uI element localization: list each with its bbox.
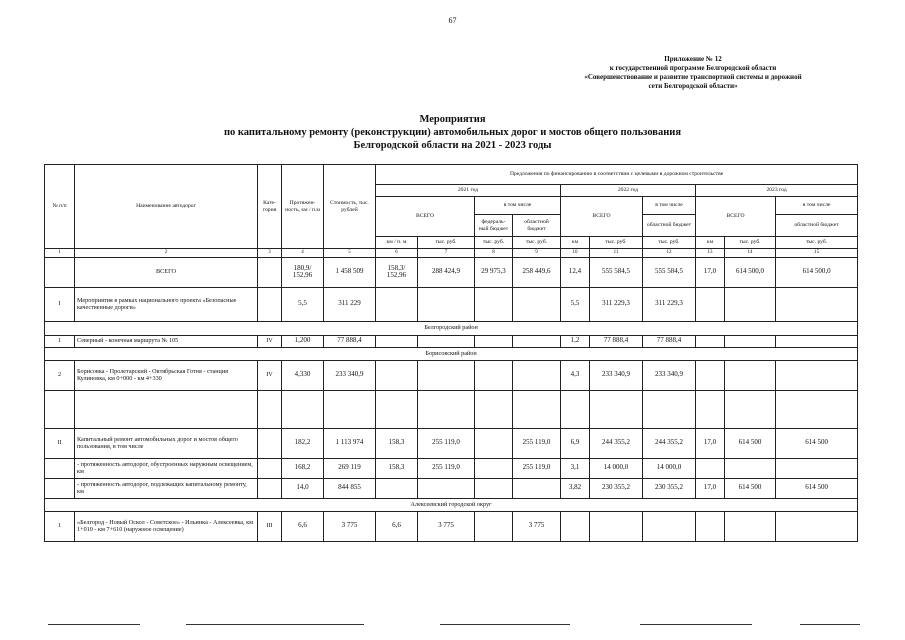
table-cell: [776, 390, 858, 428]
table-cell: 5,5: [282, 287, 324, 321]
table-cell: [561, 390, 590, 428]
table-cell: [696, 287, 725, 321]
column-index-cell: 4: [282, 249, 324, 258]
table-row: [45, 478, 858, 498]
table-cell: 180,9/ 152,96: [282, 257, 324, 287]
document-title: [0, 113, 905, 152]
table-cell: [696, 390, 725, 428]
table-cell: 244 355,2: [643, 428, 696, 458]
table-cell: Борисовка - Пролетарский - Октябрьская Готня - станция Кулиновка, км 0+000 - км 4+330: [75, 360, 258, 390]
column-index-cell: 8: [475, 249, 513, 258]
table-cell: [45, 257, 75, 287]
header-total-2023: ВСЕГО: [696, 197, 776, 237]
table-cell: [513, 360, 561, 390]
header-regional-2022: областной бюджет: [643, 215, 696, 237]
table-cell: [513, 287, 561, 321]
table-cell: [475, 390, 513, 428]
section-title: Алексеевский городской округ: [45, 498, 858, 511]
header-unit: км / п. м: [376, 237, 418, 249]
title-line: Мероприятия: [419, 114, 486, 125]
table-cell: [418, 360, 475, 390]
table-cell: [376, 390, 418, 428]
column-index-cell: 10: [561, 249, 590, 258]
table-cell: 17,0: [696, 257, 725, 287]
table-cell: 158,3: [376, 458, 418, 478]
header-unit: тыс. руб.: [475, 237, 513, 249]
appendix-line: сети Белгородской области»: [648, 82, 738, 90]
appendix-block: [543, 55, 843, 91]
table-cell: [324, 390, 376, 428]
table-cell: Северный - конечная маршрута № 105: [75, 335, 258, 347]
title-line: Белгородской области на 2021 - 2023 годы: [353, 140, 552, 151]
table-cell: 1: [45, 335, 75, 347]
table-cell: III: [258, 511, 282, 541]
table-cell: 255 119,0: [513, 428, 561, 458]
section-row: [45, 321, 858, 335]
appendix-line: «Совершенствование и развитие транспортной системы и дорожной: [584, 73, 802, 81]
column-index-cell: 6: [376, 249, 418, 258]
table-cell: [696, 458, 725, 478]
table-cell: [258, 390, 282, 428]
table-cell: 6,9: [561, 428, 590, 458]
table-row: [45, 390, 858, 428]
table-row: [45, 428, 858, 458]
table-cell: [590, 390, 643, 428]
table-cell: [725, 335, 776, 347]
table-cell: 3 775: [324, 511, 376, 541]
table-cell: [643, 511, 696, 541]
table-cell: [725, 458, 776, 478]
table-cell: 1 458 509: [324, 257, 376, 287]
column-index-cell: 3: [258, 249, 282, 258]
table-cell: 614 500: [725, 478, 776, 498]
table-cell: [513, 478, 561, 498]
table-cell: [725, 390, 776, 428]
table-cell: I: [45, 287, 75, 321]
column-index-cell: 5: [324, 249, 376, 258]
table-cell: 4,330: [282, 360, 324, 390]
table-cell: 77 888,4: [643, 335, 696, 347]
table-cell: - протяженность автодорог, подлежащих капитальному ремонту, км: [75, 478, 258, 498]
table-cell: [513, 335, 561, 347]
table-cell: 244 355,2: [590, 428, 643, 458]
table-cell: [258, 478, 282, 498]
section-row: [45, 347, 858, 360]
table-cell: Капитальный ремонт автомобильных дорог и мостов общего пользования, в том числе: [75, 428, 258, 458]
table-cell: [725, 287, 776, 321]
table-cell: 614 500: [725, 428, 776, 458]
table-cell: [45, 390, 75, 428]
table-cell: [696, 335, 725, 347]
column-index-cell: 7: [418, 249, 475, 258]
table-cell: Мероприятия в рамках национального проекта «Безопасные качественные дороги»: [75, 287, 258, 321]
table-cell: 168,2: [282, 458, 324, 478]
column-index-cell: 13: [696, 249, 725, 258]
column-index-cell: 2: [75, 249, 258, 258]
table-cell: [258, 428, 282, 458]
header-unit: тыс. руб.: [418, 237, 475, 249]
header-cost: Стоимость, тыс. рублей: [324, 165, 376, 249]
table-cell: II: [45, 428, 75, 458]
table-cell: 77 888,4: [324, 335, 376, 347]
header-total-2022: ВСЕГО: [561, 197, 643, 237]
table-cell: [45, 478, 75, 498]
section-row: [45, 498, 858, 511]
header-unit: тыс. руб.: [643, 237, 696, 249]
table-cell: [418, 478, 475, 498]
table-cell: 233 340,9: [590, 360, 643, 390]
column-index-cell: 9: [513, 249, 561, 258]
scan-edge-line: [440, 624, 570, 625]
scan-edge-line: [186, 624, 364, 625]
table-cell: [776, 511, 858, 541]
table-cell: 14,0: [282, 478, 324, 498]
scan-edge-line: [48, 624, 140, 625]
table-cell: «Белгород - Новый Оскол - Советское» - Ильинка - Алексеевка, км 1+010 - км 7+610 (наружное освещение): [75, 511, 258, 541]
table-cell: [725, 360, 776, 390]
table-body: [45, 257, 858, 541]
table-cell: 6,6: [282, 511, 324, 541]
scan-edge-line: [640, 624, 752, 625]
table-cell: 6,6: [376, 511, 418, 541]
table-cell: 2: [45, 360, 75, 390]
table-cell: 258 449,6: [513, 257, 561, 287]
table-row: [45, 257, 858, 287]
header-unit: тыс. руб.: [590, 237, 643, 249]
table-cell: - протяженность автодорог, обустроенных наружным освещением, км: [75, 458, 258, 478]
header-regional-2021: областной бюджет: [513, 215, 561, 237]
table-cell: [475, 335, 513, 347]
header-unit: км: [561, 237, 590, 249]
table-cell: 555 584,5: [590, 257, 643, 287]
column-index-cell: 14: [725, 249, 776, 258]
table-cell: IV: [258, 335, 282, 347]
header-num: № п/п: [45, 165, 75, 249]
table-cell: [376, 335, 418, 347]
table-cell: 3 775: [513, 511, 561, 541]
scan-edge-line: [800, 624, 860, 625]
table-cell: [418, 287, 475, 321]
table-cell: [561, 511, 590, 541]
header-name: Наименование автодорог: [75, 165, 258, 249]
table-cell: 255 119,0: [513, 458, 561, 478]
table-cell: 14 000,0: [643, 458, 696, 478]
header-unit: км: [696, 237, 725, 249]
header-financing: Предложения по финансированию в соответствии с целевыми в дорожном строительстве: [376, 165, 858, 185]
table-cell: 288 424,9: [418, 257, 475, 287]
table-cell: [376, 287, 418, 321]
table-cell: 311 229,3: [643, 287, 696, 321]
header-total-2021: ВСЕГО: [376, 197, 475, 237]
page-number: 67: [448, 16, 457, 25]
table-cell: [590, 511, 643, 541]
header-year-2023: 2023 год: [696, 185, 858, 197]
table-cell: [696, 360, 725, 390]
section-title: Борисовский район: [45, 347, 858, 360]
table-cell: 4,3: [561, 360, 590, 390]
table-cell: 17,0: [696, 478, 725, 498]
table-cell: 311 229: [324, 287, 376, 321]
table-cell: 182,2: [282, 428, 324, 458]
header-length: Протяжен-ность, км / п.м: [282, 165, 324, 249]
header-incl-2022: в том числе: [643, 197, 696, 215]
table-cell: 3,1: [561, 458, 590, 478]
table-cell: 230 355,2: [643, 478, 696, 498]
header-incl-2021: в том числе: [475, 197, 561, 215]
table-cell: [475, 458, 513, 478]
table-cell: 844 855: [324, 478, 376, 498]
table-cell: [643, 390, 696, 428]
table-cell: 3,82: [561, 478, 590, 498]
header-year-2022: 2022 год: [561, 185, 696, 197]
table-header: [45, 165, 858, 258]
table-cell: 158,3: [376, 428, 418, 458]
table-cell: 614 500: [776, 478, 858, 498]
table-cell: 158,3/ 152,96: [376, 257, 418, 287]
table-cell: [776, 458, 858, 478]
table-cell: [776, 335, 858, 347]
table-cell: 17,0: [696, 428, 725, 458]
table-cell: [376, 360, 418, 390]
table-cell: 269 119: [324, 458, 376, 478]
table-cell: 1 113 974: [324, 428, 376, 458]
header-federal-2021: федераль-ный бюджет: [475, 215, 513, 237]
table-cell: 14 000,0: [590, 458, 643, 478]
table-cell: 1,2: [561, 335, 590, 347]
table-cell: [418, 390, 475, 428]
table-cell: 230 355,2: [590, 478, 643, 498]
table-cell: [45, 458, 75, 478]
table-cell: 555 584,5: [643, 257, 696, 287]
header-regional-2023: областной бюджет: [776, 215, 858, 237]
table-row: [45, 287, 858, 321]
section-title: Белгородский район: [45, 321, 858, 335]
table-cell: [475, 287, 513, 321]
table-cell: [725, 511, 776, 541]
table-row: [45, 511, 858, 541]
appendix-line: к государственной программе Белгородской области: [609, 64, 777, 72]
header-unit: тыс. руб.: [776, 237, 858, 249]
table-cell: 614 500,0: [725, 257, 776, 287]
header-year-2021: 2021 год: [376, 185, 561, 197]
table-cell: 614 500,0: [776, 257, 858, 287]
table-cell: [418, 335, 475, 347]
table-cell: [696, 511, 725, 541]
table-cell: 3 775: [418, 511, 475, 541]
appendix-line: Приложение № 12: [664, 55, 722, 63]
column-index-cell: 15: [776, 249, 858, 258]
table-cell: [376, 478, 418, 498]
table-cell: [776, 287, 858, 321]
table-cell: 255 119,0: [418, 428, 475, 458]
column-index-cell: 1: [45, 249, 75, 258]
table-cell: 12,4: [561, 257, 590, 287]
table-cell: 311 229,3: [590, 287, 643, 321]
table-cell: [513, 390, 561, 428]
table-cell: 1,200: [282, 335, 324, 347]
table-cell: [75, 390, 258, 428]
table-row: [45, 335, 858, 347]
table-row: [45, 360, 858, 390]
table-cell: 233 340,9: [643, 360, 696, 390]
table-cell: [475, 478, 513, 498]
table-cell: [475, 511, 513, 541]
table-cell: [475, 428, 513, 458]
column-index-cell: 12: [643, 249, 696, 258]
table-cell: 233 340,9: [324, 360, 376, 390]
table-cell: 614 500: [776, 428, 858, 458]
table-cell: [258, 458, 282, 478]
header-unit: тыс. руб.: [513, 237, 561, 249]
table-cell: 5,5: [561, 287, 590, 321]
table-cell: 77 888,4: [590, 335, 643, 347]
header-category: Кате-гория: [258, 165, 282, 249]
table-cell: [475, 360, 513, 390]
table-cell: 1: [45, 511, 75, 541]
header-unit: тыс. руб.: [725, 237, 776, 249]
title-line: по капитальному ремонту (реконструкции) автомобильных дорог и мостов общего пользования: [223, 127, 682, 138]
table-cell: ВСЕГО: [75, 257, 258, 287]
table-cell: 29 975,3: [475, 257, 513, 287]
header-incl-2023: в том числе: [776, 197, 858, 215]
measures-table: [44, 164, 858, 542]
table-cell: [282, 390, 324, 428]
table-row: [45, 458, 858, 478]
table-cell: [258, 257, 282, 287]
table-cell: [258, 287, 282, 321]
table-cell: 255 119,0: [418, 458, 475, 478]
table-cell: IV: [258, 360, 282, 390]
table-cell: [776, 360, 858, 390]
column-index-row: [45, 249, 858, 258]
column-index-cell: 11: [590, 249, 643, 258]
